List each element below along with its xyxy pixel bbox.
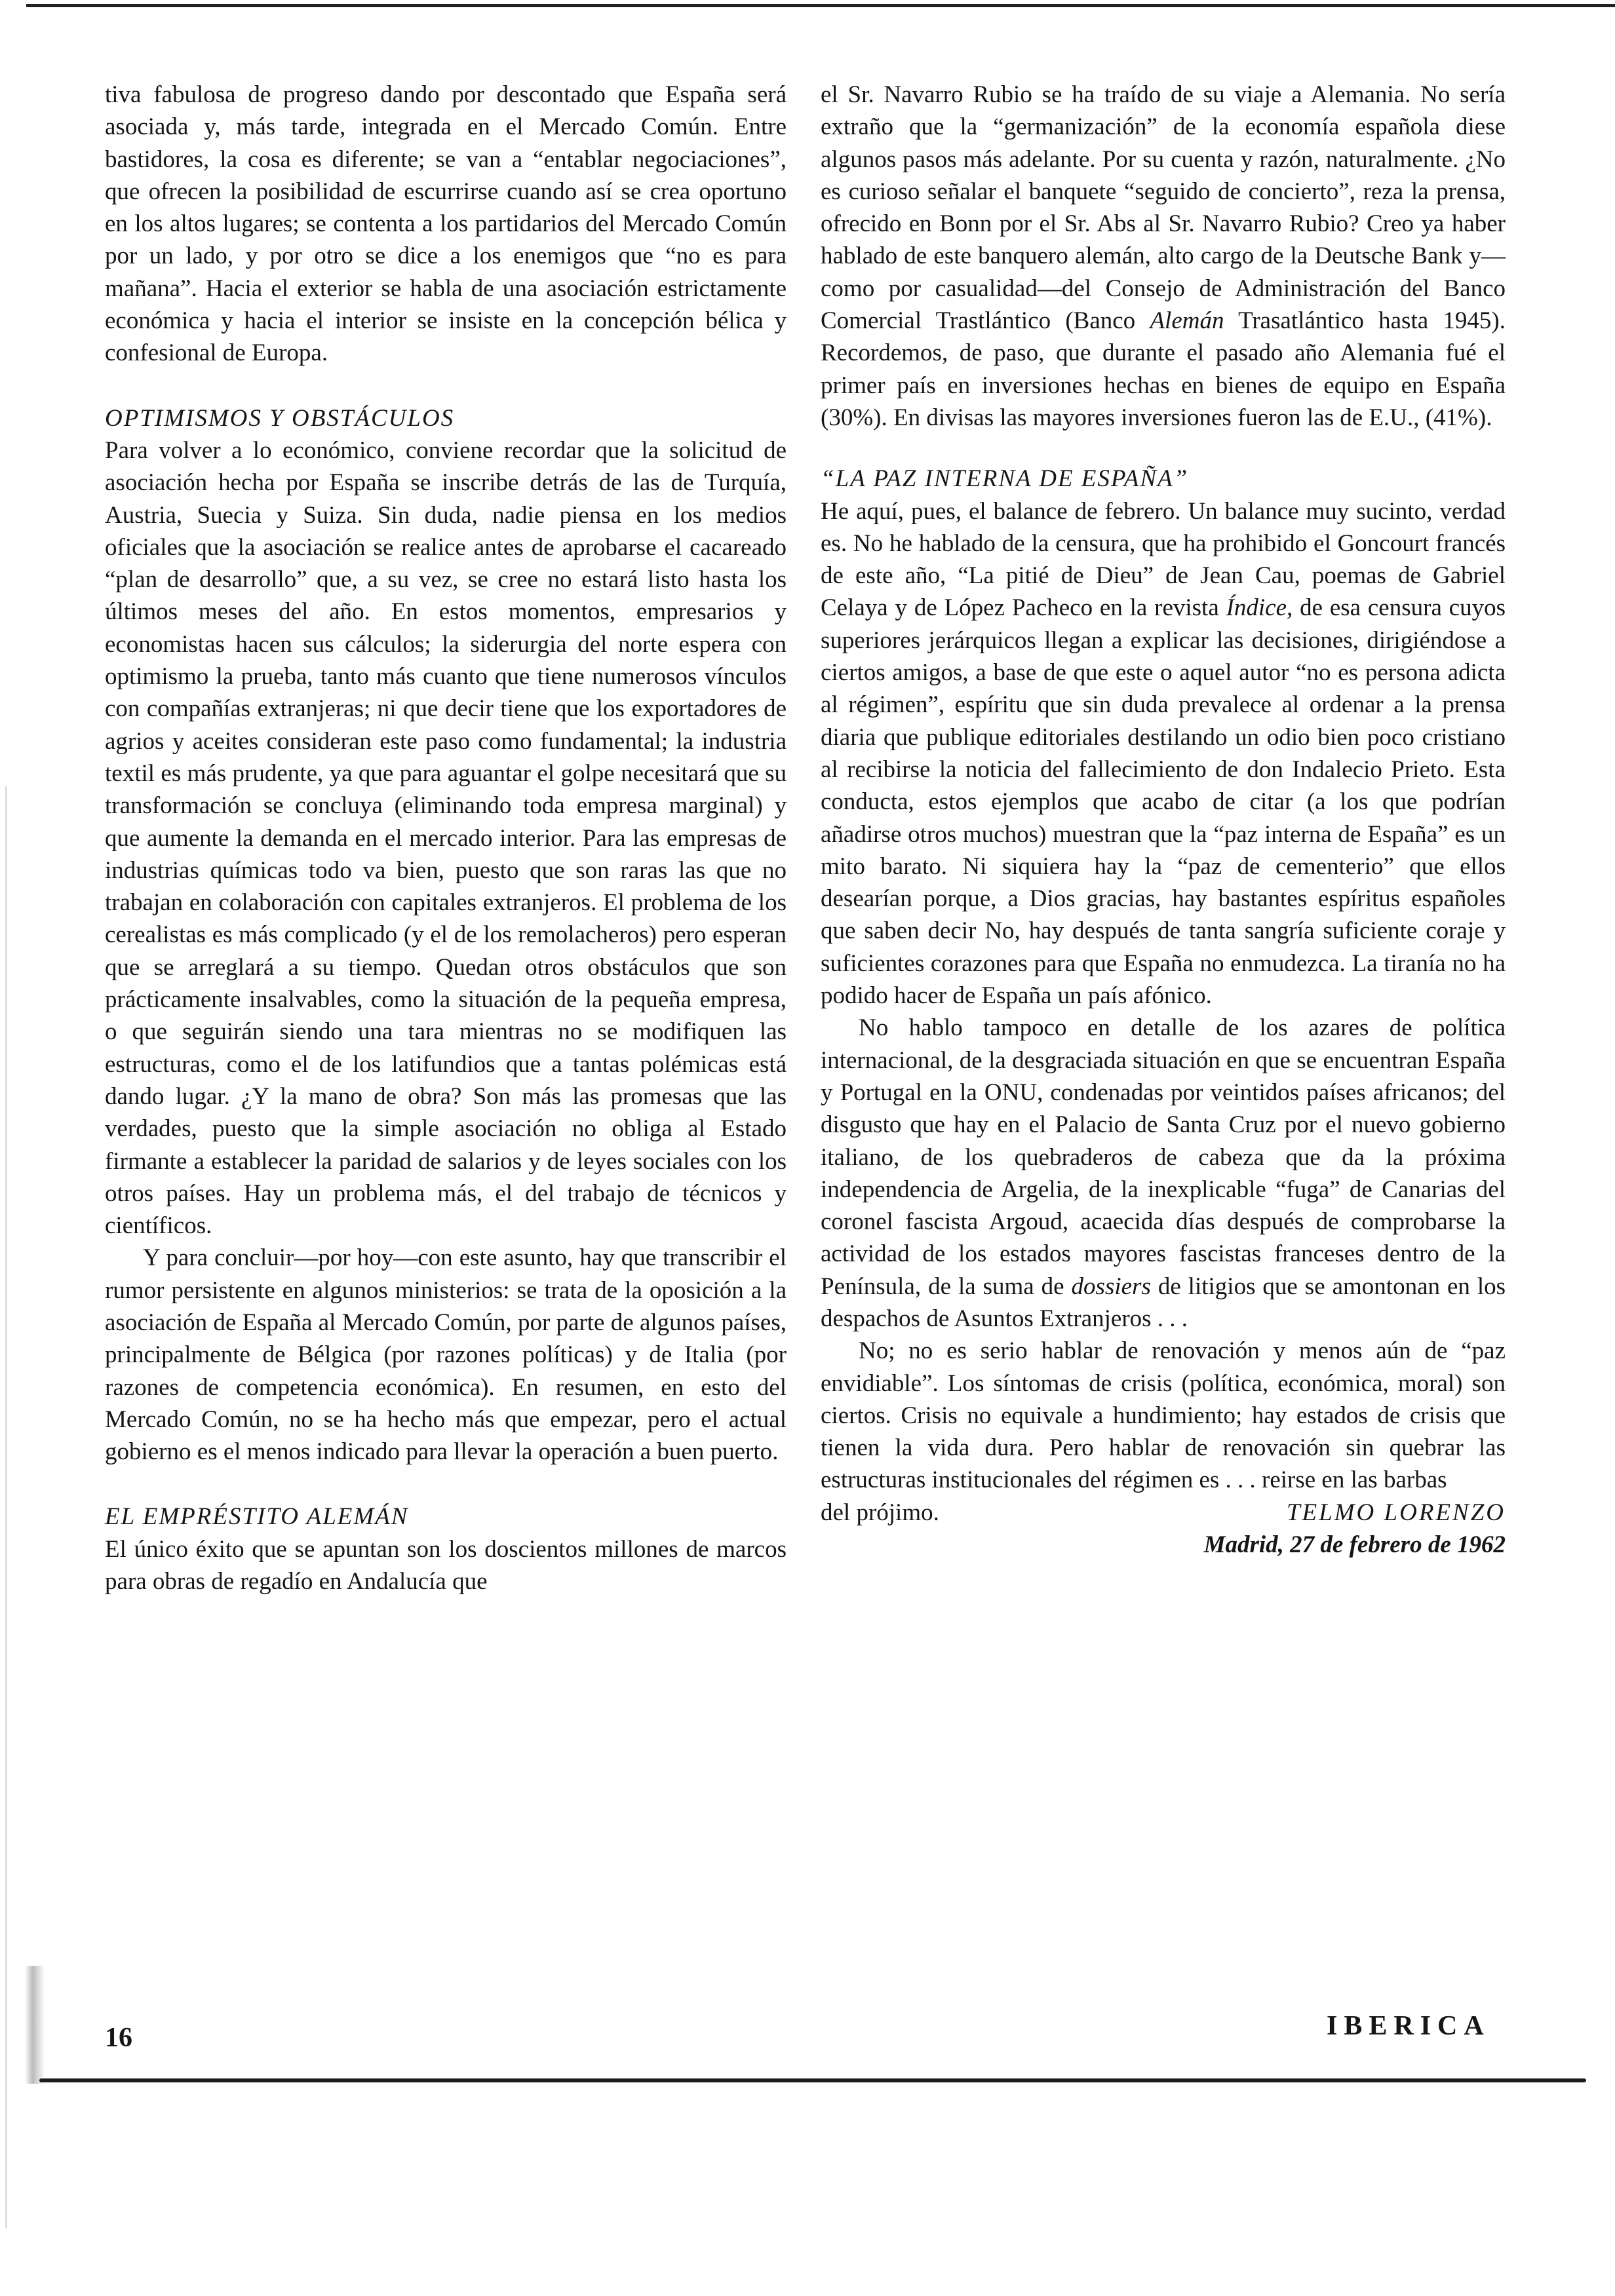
closing-line (821, 1497, 1506, 1529)
paragraph-navarro-rubio: el Sr. Navarro Rubio se ha traído de su viaje a Alemania. No sería extraño que la “germanización” de la economía española diese algunos pasos más adelante. Por su cuenta y razón, naturalmente. ¿No es curioso señalar el banquete “seguido de concierto”, reza la prensa, ofrecido en Bonn por el Sr. Abs al Sr. Navarro Rubio? Creo ya haber hablado de este banquero alemán, alto cargo de la Deutsche Bank y—como por casualidad—del Consejo de Administración del Banco Comercial Trastlántico (Banco Alemán Trasatlántico hasta 1945). Recordemos, de paso, que durante el pasado año Alemania fué el primer país en inversiones hechas en bienes de equipo en España (30%). En divisas las mayores inversiones fueron las de E.U., (41%). (821, 81, 1506, 431)
paragraph-politica-internacional: No hablo tampoco en detalle de los azares de política internacional, de la desgraciada situación en que se encuentran España y Portugal en la ONU, condenadas por veintidos países africanos; del disgusto que hay en el Palacio de Santa Cruz por el nuevo gobierno italiano, de los quebraderos de cabeza que da la próxima independencia de Argelia, de la inexplicable “fuga” de Canarias del coronel fascista Argoud, acaecida días después de comprobarse la actividad de los estados mayores fascistas franceses dentro de la Península, de la suma de dossiers de litigios que se amontonan en los despachos de Asuntos Extranjeros . . . (821, 1014, 1506, 1332)
binding-shadow (5, 786, 7, 2228)
page-number: 16 (105, 2023, 132, 2053)
publication-name: IBERICA (1327, 2011, 1490, 2041)
paragraph-exito: El único éxito que se apuntan son los doscientos millones de marcos para obras de regadío en Andalucía que (105, 1535, 787, 1596)
bottom-rule (39, 2078, 1586, 2082)
section-heading-paz-interna: “LA PAZ INTERNA DE ESPAÑA” (821, 465, 1189, 493)
right-column (821, 79, 1506, 1561)
binding-mark (25, 1966, 45, 2084)
dateline: Madrid, 27 de febrero de 1962 (1203, 1531, 1506, 1559)
author-name: TELMO LORENZO (1286, 1499, 1506, 1526)
paragraph-renovacion: No; no es serio hablar de renovación y menos aún de “paz envidiable”. Los síntomas de crisis (política, económica, moral) son ciertos. Crisis no equivale a hundimiento; hay estados de crisis que tienen la vida dura. Pero hablar de renovación sin quebrar las estructuras institucionales del régimen es . . . reirse en las barbas (821, 1337, 1506, 1494)
paragraph-balance: He aquí, pues, el balance de febrero. Un balance muy sucinto, verdad es. No he hablado de la censura, que ha prohibido el Goncourt francés de este año, “La pitié de Dieu” de Jean Cau, poemas de Gabriel Celaya y de López Pacheco en la revista Índice, de esa censura cuyos superiores jerárquicos llegan a explicar las decisiones, dirigiéndose a ciertos amigos, a base de que este o aquel autor “no es persona adicta al régimen”, espíritu que sin duda prevalece al ordenar a la prensa diaria que publique editoriales destilando un odio bien poco cristiano al recibirse la noticia del fallecimiento de don Indalecio Prieto. Esta conducta, estos ejemplos que acabo de citar (a los que podrían añadirse otros muchos) muestran que la “paz interna de España” es un mito barato. Ni siquiera hay la “paz de cementerio” que ellos desearían porque, a Dios gracias, hay bastantes espíritus españoles que saben decir No, hay después de tanta sangría suficiente coraje y suficientes corazones para que España no enmudezca. La tiranía no ha podido hacer de España un país afónico. (821, 497, 1506, 1010)
top-rule (26, 4, 1615, 7)
section-heading-optimismos: OPTIMISMOS Y OBSTÁCULOS (105, 404, 455, 432)
paragraph-concluir: Y para concluir—por hoy—con este asunto, hay que transcribir el rumor persistente en algunos ministerios: se trata de la oposición a la asociación de España al Mercado Común, por parte de algunos países, principalmente de Bélgica (por razones políticas) y de Italia (por razones de competencia económica). En resumen, en esto del Mercado Común, no se ha hecho más que empezar, pero el actual gobierno es el menos indicado para llevar la operación a buen puerto. (105, 1244, 787, 1466)
paragraph-asociacion: Para volver a lo económico, conviene recordar que la solicitud de asociación hecha por España se inscribe detrás de las de Turquía, Austria, Suecia y Suiza. Sin duda, nadie piensa en los medios oficiales que la asociación se realice antes de aprobarse el cacareado “plan de desarrollo” que, a su vez, se cree no estará listo hasta los últimos meses del año. En estos momentos, empresarios y economistas hacen sus cálculos; la siderurgia del norte espera con optimismo la prueba, tanto más cuanto que tiene numerosos vínculos con compañías extranjeras; ni que decir tiene que los exportadores de agrios y aceites consideran este paso como fundamental; la industria textil es más prudente, ya que para aguantar el golpe necesitará que su transformación se concluya (eliminando toda empresa marginal) y que aumente la demanda en el mercado interior. Para las empresas de industrias químicas todo va bien, puesto que son raras las que no trabajan en colaboración con capitales extranjeros. El problema de los cerealistas es más complicado (y el de los remolacheros) pero esperan que se arreglará a su tiempo. Quedan otros obstáculos que son prácticamente insalvables, como la situación de la pequeña empresa, o que seguirán siendo una tara mientras no se modifiquen las estructuras, como el de los latifundios que a tantas polémicas está dando lugar. ¿Y la mano de obra? Son más las promesas que las verdades, puesto que la simple asociación no obliga al Estado firmante a establecer la paridad de salarios y de leyes sociales con los otros países. Hay un problema más, el del trabajo de técnicos y científicos. (105, 436, 787, 1240)
paragraph-mercado-comun: tiva fabulosa de progreso dando por descontado que España será asociada y, más tarde, integrada en el Mercado Común. Entre bastidores, la cosa es diferente; se van a “entablar negociaciones”, que ofrecen la posibilidad de escurrirse cuando así se crea oportuno en los altos lugares; se contenta a los partidarios del Mercado Común por un lado, y por otro se dice a los enemigos que “no es para mañana”. Hacia el exterior se habla de una asociación estrictamente económica y hacia el interior se insiste en la concepción bélica y confesional de Europa. (105, 81, 787, 367)
left-column (105, 79, 787, 1598)
section-heading-emprestito: EL EMPRÉSTITO ALEMÁN (105, 1503, 409, 1531)
closing-words: del prójimo. (821, 1499, 939, 1526)
